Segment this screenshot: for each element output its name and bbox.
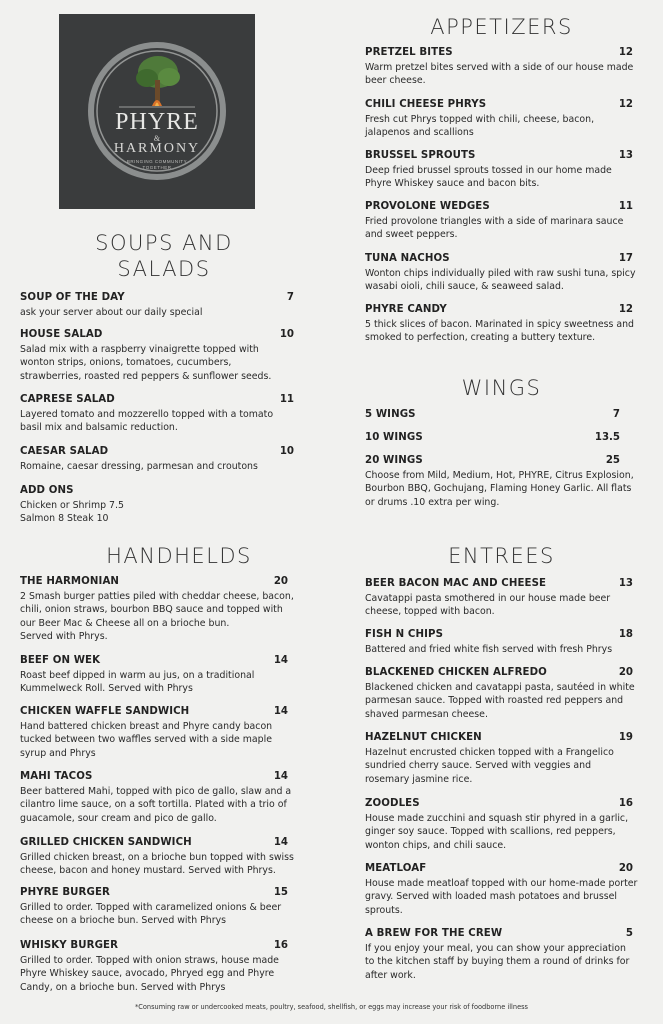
menu-item-description: Blackened chicken and cavatappi pasta, sautéed in white parmesan sauce. Topped with roasted red peppers and shaved parmesan cheese. — [365, 682, 635, 720]
menu-item-name: ZOODLES — [365, 798, 420, 809]
soups-salads-title-line1: SOUPS AND — [95, 231, 233, 255]
menu-item — [365, 578, 638, 619]
menu-item — [20, 706, 295, 760]
menu-item-header — [20, 887, 295, 901]
menu-item-description: Chicken or Shrimp 7.5 — [20, 500, 124, 511]
menu-item-header — [20, 771, 295, 785]
menu-item-name: BLACKENED CHICKEN ALFREDO — [365, 667, 547, 678]
restaurant-logo — [59, 14, 255, 209]
menu-item-header — [20, 292, 295, 306]
menu-item — [365, 201, 638, 242]
menu-item-header — [20, 394, 295, 408]
menu-item-name: CAPRESE SALAD — [20, 394, 115, 405]
menu-item — [365, 863, 638, 917]
menu-item-header — [365, 253, 638, 267]
menu-item-price: 7 — [612, 409, 620, 420]
menu-item-header — [365, 629, 638, 643]
menu-item — [20, 940, 295, 994]
menu-item-name: ADD ONS — [20, 485, 74, 496]
menu-item-price: 17 — [618, 253, 633, 264]
menu-item-header — [20, 837, 295, 851]
menu-item-price: 20 — [273, 576, 288, 587]
menu-item-price: 14 — [273, 706, 288, 717]
logo-tagline: BRINGING COMMUNITY TOGETHER — [126, 159, 188, 170]
menu-item-header — [365, 201, 638, 215]
menu-item-price: 11 — [279, 394, 294, 405]
menu-item-header — [365, 47, 638, 61]
menu-item-price: 18 — [618, 629, 633, 640]
menu-item-name: SOUP OF THE DAY — [20, 292, 125, 303]
menu-item-name: WHISKY BURGER — [20, 940, 119, 951]
menu-item — [365, 629, 638, 656]
menu-item-description: Salad mix with a raspberry vinaigrette topped with wonton strips, onions, tomatoes, cucumbers, strawberries, roasted red peppers & sunflower seeds. — [20, 344, 272, 382]
menu-item — [365, 409, 638, 423]
menu-item-description: Layered tomato and mozzerello topped with a tomato basil mix and balsamic reduction. — [20, 409, 274, 434]
menu-item-description: Beer battered Mahi, topped with pico de gallo, slaw and a cilantro lime sauce, on a soft tortilla. Plated with a trio of guacamole, sour cream and pico de gallo. — [20, 786, 292, 824]
menu-item-description: Hand battered chicken breast and Phyre candy bacon tucked between two waffles served with a side maple syrup and Phrys — [20, 721, 273, 759]
menu-item-price: 12 — [618, 99, 633, 110]
menu-item-description: 5 thick slices of bacon. Marinated in spicy sweetness and smoked to perfection, creating a buttery texture. — [365, 319, 634, 344]
menu-item-header — [365, 928, 638, 942]
menu-item-header — [20, 329, 295, 343]
menu-item-price: 14 — [273, 655, 288, 666]
menu-item-name: PRETZEL BITES — [365, 47, 453, 58]
entrees-title: ENTREES — [448, 544, 555, 568]
menu-item-price: 20 — [618, 863, 633, 874]
menu-item-header — [365, 667, 638, 681]
logo-brand-sub: HARMONY — [113, 141, 201, 156]
logo-ampersand: & — [153, 134, 161, 143]
menu-item-name: 5 WINGS — [365, 409, 416, 420]
menu-item — [365, 47, 638, 88]
menu-item-name: HAZELNUT CHICKEN — [365, 732, 482, 743]
soups-salads-title — [64, 230, 264, 282]
menu-item-description: Fresh cut Phrys topped with chili, cheese, bacon, jalapenos and scallions — [365, 114, 595, 139]
menu-item-header — [20, 446, 295, 460]
menu-item-description: Romaine, caesar dressing, parmesan and croutons — [20, 461, 258, 472]
menu-item-description: Choose from Mild, Medium, Hot, PHYRE, Citrus Explosion, Bourbon BBQ, Gochujang, Flaming Honey Garlic. All flats or drums .10 extra per wing. — [365, 470, 634, 508]
menu-item-name: THE HARMONIAN — [20, 576, 120, 587]
menu-item-description: Cavatappi pasta smothered in our house made beer cheese, topped with bacon. — [365, 593, 611, 618]
menu-item-name: BEEF ON WEK — [20, 655, 101, 666]
menu-item-description: 2 Smash burger patties piled with cheddar cheese, bacon, chili, onion straws, bourbon BBQ sauce and topped with our Beer Mac & Cheese all on a brioche bun. — [20, 591, 294, 629]
menu-item-header — [365, 863, 638, 877]
menu-item — [20, 446, 295, 473]
menu-item-name: BRUSSEL SPROUTS — [365, 150, 476, 161]
menu-item-price: 16 — [618, 798, 633, 809]
menu-item-name: A BREW FOR THE CREW — [365, 928, 503, 939]
menu-item — [20, 292, 295, 319]
menu-item-name: PHYRE CANDY — [365, 304, 447, 315]
wings-title: WINGS — [461, 376, 542, 400]
menu-item — [20, 655, 295, 696]
menu-item-description: Roast beef dipped in warm au jus, on a traditional Kummelweck Roll. Served with Phrys — [20, 670, 255, 695]
menu-item-price: 12 — [618, 304, 633, 315]
menu-item-description: Wonton chips individually piled with raw sushi tuna, spicy wasabi oioli, chili sauce, & seaweed salad. — [365, 268, 636, 293]
menu-item — [365, 150, 638, 191]
menu-item-description: Deep fried brussel sprouts tossed in our home made Phyre Whiskey sauce and bacon bits. — [365, 165, 612, 190]
menu-item-name: CHILI CHEESE PHRYS — [365, 99, 487, 110]
menu-item-description: Salmon 8 Steak 10 — [20, 513, 109, 525]
menu-item-description: Grilled chicken breast, on a brioche bun topped with swiss cheese, bacon and honey mustard. Served with Phrys. — [20, 852, 294, 877]
menu-item-header — [365, 798, 638, 812]
menu-item — [365, 432, 638, 446]
menu-item-header — [365, 578, 638, 592]
menu-item-header — [365, 432, 638, 446]
menu-item-header — [20, 485, 295, 499]
menu-item — [365, 253, 638, 294]
menu-item-description: Grilled to order. Topped with onion straws, house made Phyre Whiskey sauce, avocado, Phryed egg and Phyre Candy, on a brioche bun. Served with Phrys — [20, 955, 279, 993]
menu-item-name: MEATLOAF — [365, 863, 427, 874]
soups-salads-title-line2: SALADS — [117, 257, 211, 281]
menu-item-name: CHICKEN WAFFLE SANDWICH — [20, 706, 190, 717]
menu-item-name: GRILLED CHICKEN SANDWICH — [20, 837, 192, 848]
menu-item-name: CAESAR SALAD — [20, 446, 109, 457]
menu-item-header — [365, 99, 638, 113]
menu-item-description: If you enjoy your meal, you can show your appreciation to the kitchen staff by buying them a round of drinks for after work. — [365, 943, 630, 981]
menu-item-description: Fried provolone triangles with a side of marinara sauce and sweet peppers. — [365, 216, 624, 241]
menu-item-description: Hazelnut encrusted chicken topped with a Frangelico sundried cherry sauce. Served with veggies and rosemary jasmine rice. — [365, 747, 614, 785]
menu-item — [365, 928, 638, 982]
menu-item-name: PROVOLONE WEDGES — [365, 201, 490, 212]
menu-item-header — [365, 455, 638, 469]
menu-item-price: 15 — [273, 887, 288, 898]
menu-item-description: House made meatloaf topped with our home-made porter gravy. Served with loaded mash potatoes and brussel sprouts. — [365, 878, 638, 916]
menu-item-description: Grilled to order. Topped with caramelized onions & beer cheese on a brioche bun. Served with Phrys — [20, 902, 282, 927]
appetizers-title: APPETIZERS — [430, 15, 573, 39]
handhelds-title: HANDHELDS — [106, 544, 252, 568]
menu-item-description: Battered and fried white fish served with fresh Phrys — [365, 644, 613, 655]
menu-item-header — [20, 706, 295, 720]
menu-item-name: 20 WINGS — [365, 455, 423, 466]
menu-item-name: MAHI TACOS — [20, 771, 93, 782]
menu-item-price: 19 — [618, 732, 633, 743]
foodborne-illness-notice: *Consuming raw or undercooked meats, poultry, seafood, shellfish, or eggs may increase your risk of foodborne illness — [135, 1003, 528, 1011]
menu-item-price: 25 — [605, 455, 620, 466]
menu-item-description: House made zucchini and squash stir phyred in a garlic, ginger soy sauce. Topped with scallions, red peppers, wonton chips, and chili sauce. — [365, 813, 629, 851]
menu-item-description: Warm pretzel bites served with a side of our house made beer cheese. — [365, 62, 634, 87]
menu-item-header — [365, 732, 638, 746]
menu-item — [365, 732, 638, 786]
menu-item-name: PHYRE BURGER — [20, 887, 110, 898]
menu-item-header — [365, 304, 638, 318]
menu-item — [20, 394, 295, 435]
menu-item-price: 5 — [625, 928, 633, 939]
menu-item-name: TUNA NACHOS — [365, 253, 450, 264]
menu-item-price: 11 — [618, 201, 633, 212]
menu-item-header — [20, 655, 295, 669]
menu-item-header — [365, 150, 638, 164]
menu-item-price: 12 — [618, 47, 633, 58]
menu-item-description: ask your server about our daily special — [20, 307, 203, 318]
menu-item-price: 13 — [618, 578, 633, 589]
menu-item — [365, 304, 638, 345]
menu-item-name: FISH N CHIPS — [365, 629, 444, 640]
menu-item-price: 20 — [618, 667, 633, 678]
menu-item — [365, 455, 638, 509]
menu-item-price: 7 — [286, 292, 294, 303]
menu-item — [365, 667, 638, 721]
menu-item-header — [365, 409, 638, 423]
menu-item-header — [20, 940, 295, 954]
menu-item-description: Served with Phrys. — [20, 630, 108, 642]
menu-item — [20, 485, 295, 526]
menu-item-name: HOUSE SALAD — [20, 329, 103, 340]
menu-item-price: 13.5 — [594, 432, 620, 443]
menu-item — [20, 576, 295, 643]
menu-item-name: 10 WINGS — [365, 432, 423, 443]
menu-item — [365, 798, 638, 852]
menu-item-price: 10 — [279, 329, 294, 340]
menu-item-price: 13 — [618, 150, 633, 161]
menu-item-price: 16 — [273, 940, 288, 951]
menu-item-price: 14 — [273, 771, 288, 782]
menu-item-price: 10 — [279, 446, 294, 457]
menu-item — [20, 887, 295, 928]
logo-brand-name: PHYRE — [115, 109, 199, 135]
menu-item-name: BEER BACON MAC AND CHEESE — [365, 578, 547, 589]
menu-item-price: 14 — [273, 837, 288, 848]
menu-item — [20, 771, 295, 825]
menu-item — [365, 99, 638, 140]
menu-item-header — [20, 576, 295, 590]
menu-item — [20, 837, 295, 878]
menu-item — [20, 329, 295, 383]
